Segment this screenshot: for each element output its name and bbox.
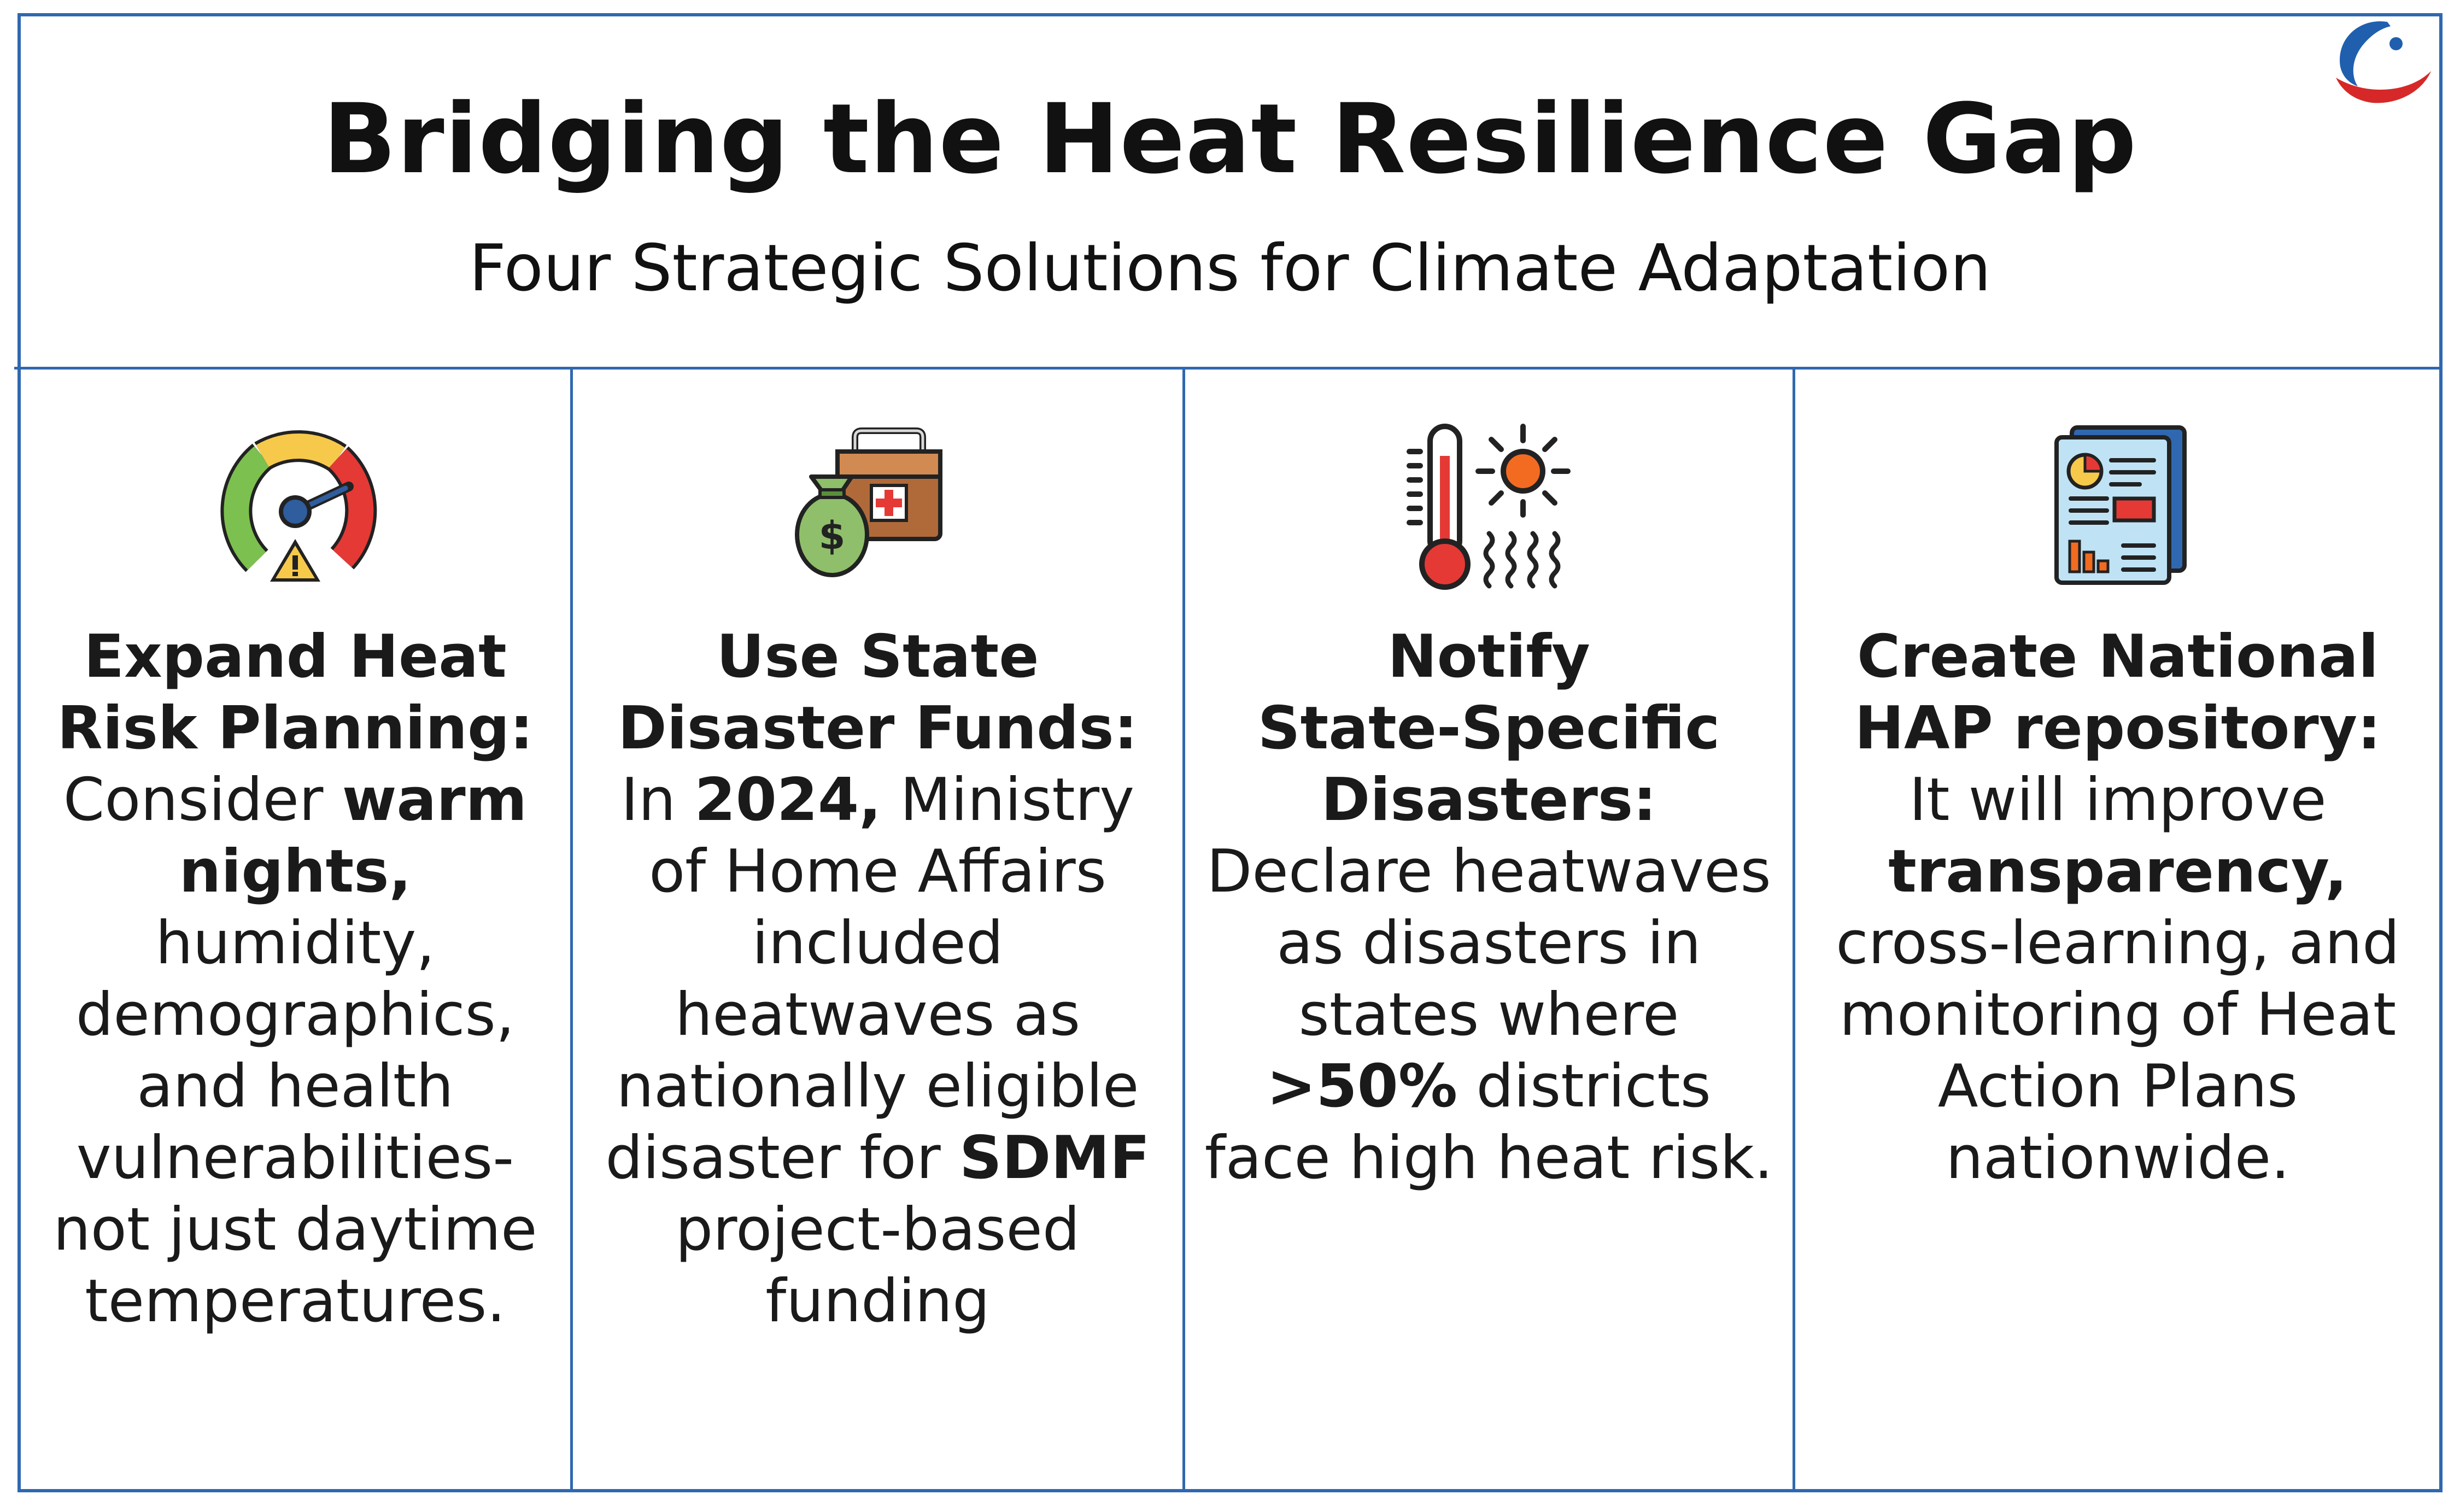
solution-heading-3b: State-Specific (1257, 694, 1720, 763)
solution-body-3a: Declare heatwaves as disasters in states where (1206, 837, 1771, 1049)
solution-text-2 (584, 621, 1172, 1337)
solution-body-1a: Consider (63, 766, 342, 834)
solution-card-state-funds (573, 370, 1182, 1492)
solution-body-2b: Ministry of Home Affairs included heatwaves as nationally eligible disaster for (605, 766, 1139, 1192)
solution-card-heat-risk (20, 370, 570, 1492)
solution-heading-3c: Disasters: (1321, 766, 1657, 834)
solution-heading-4a: Create National (1856, 623, 2379, 691)
solution-bold-1a: warm (342, 766, 528, 834)
solution-heading-2a: Use State (716, 623, 1039, 691)
solution-card-hap-repository (1795, 370, 2440, 1492)
solution-heading-1b: Risk Planning: (57, 694, 534, 763)
page-subtitle: Four Strategic Solutions for Climate Adaptation (468, 230, 1991, 306)
svg-text:$: $ (818, 513, 845, 558)
solution-heading-3a: Notify (1387, 623, 1590, 691)
solution-body-2a: In (620, 766, 695, 834)
solution-bold-1b: nights, (179, 837, 412, 906)
thermometer-sun-icon (1402, 418, 1577, 593)
solution-text-1 (31, 621, 559, 1337)
solution-body-1b: humidity, demographics, and health vulnerabilities- not just daytime temperatures. (53, 909, 537, 1335)
solution-card-notify-disasters (1185, 370, 1793, 1492)
solution-bold-3a: >50% (1267, 1052, 1458, 1121)
solution-heading-4b: HAP repository: (1854, 694, 2381, 763)
solution-text-3 (1196, 621, 1782, 1194)
brand-logo-icon (2326, 12, 2435, 110)
solution-body-3b: districts face high heat risk. (1204, 1052, 1773, 1192)
solution-body-4b: cross-learning, and monitoring of Heat Action Plans nationwide. (1836, 909, 2400, 1192)
solution-text-4 (1806, 621, 2429, 1194)
solution-bold-2b: SDMF (959, 1124, 1150, 1192)
gauge-warning-icon (208, 418, 383, 593)
page-title: Bridging the Heat Resilience Gap (323, 83, 2137, 195)
solution-body-4a: It will improve (1909, 766, 2327, 834)
solution-bold-2a: 2024, (694, 766, 882, 834)
report-document-icon (2030, 418, 2205, 593)
solution-bold-4a: transparency, (1888, 837, 2347, 906)
money-bag-medical-kit-icon (790, 418, 965, 593)
solution-heading-1a: Expand Heat (84, 623, 507, 691)
solution-body-2c: project-based funding (675, 1195, 1080, 1335)
solution-heading-2b: Disaster Funds: (618, 694, 1138, 763)
